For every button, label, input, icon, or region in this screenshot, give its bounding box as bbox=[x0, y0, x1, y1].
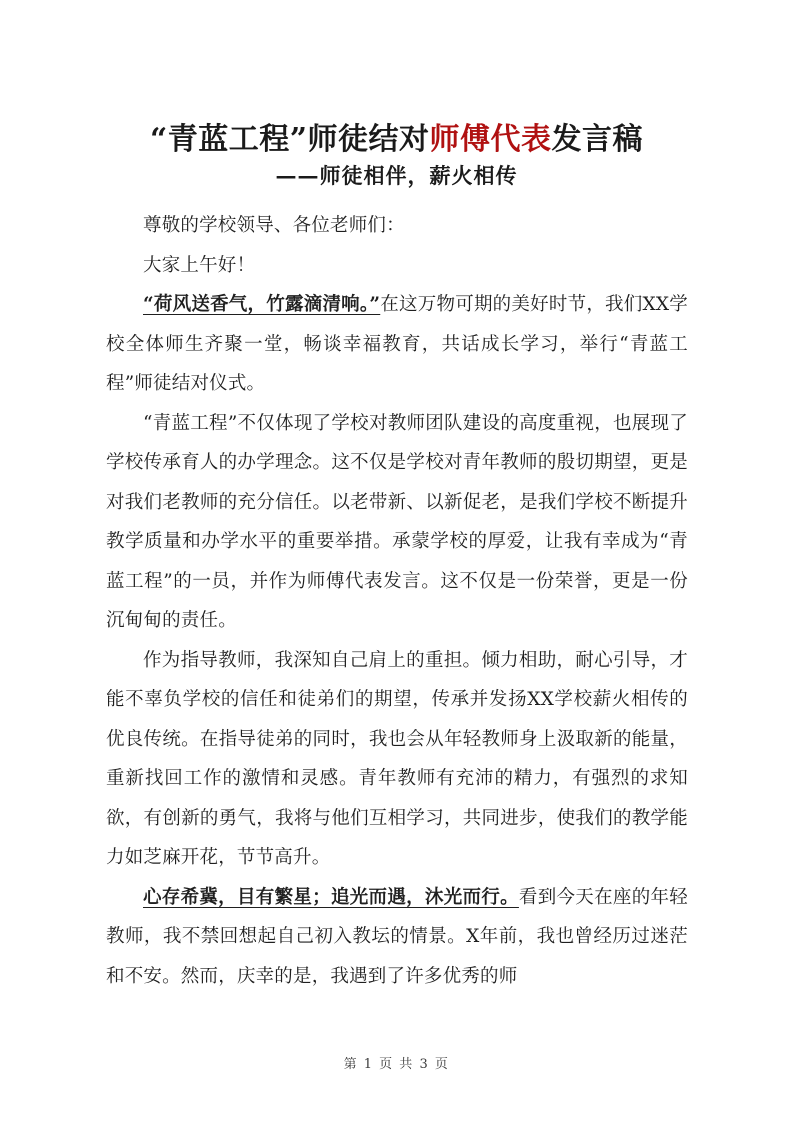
title-segment-black-leading: “青蓝工程”师徒结对 bbox=[149, 122, 430, 158]
greeting-line: 大家上午好！ bbox=[143, 254, 256, 276]
emphasis-aspiration: 心存希冀，目有繁星；追光而遇，沐光而行。 bbox=[143, 886, 519, 908]
paragraph-text-mentor-duty: 作为指导教师，我深知自己肩上的重担。倾力相助，耐心引导，才能不辜负学校的信任和徒弟们的期望，传承并发扬XX学校薪火相传的优良传统。在指导徒弟的同时，我也会从年轻教师身上汲取新的能量，重新找回工作的激情和灵感。青年教师有充沛的精力，有强烈的求知欲，有创新的勇气，我将与他们互相学习，共同进步，使我们的教学能力如芝麻开花，节节高升。 bbox=[106, 649, 688, 868]
page-footer: 第 1 页 共 3 页 bbox=[343, 1057, 450, 1072]
paragraph-text-program-significance: “青蓝工程”不仅体现了学校对教师团队建设的高度重视，也展现了学校传承育人的办学理念。这不仅是学校对青年教师的殷切期望，更是对我们老教师的充分信任。以老带新、以新促老，是我们学校不断提升教学质量和办学水平的重要举措。承蒙学校的厚爱，让我有幸成为“青蓝工程”的一员，并作为师傅代表发言。这不仅是一份荣誉，更是一份沉甸甸的责任。 bbox=[106, 412, 688, 631]
paragraph-quote-opening bbox=[106, 285, 688, 404]
paragraph-text-quote-opening: 在这万物可期的美好时节，我们XX学校全体师生齐聚一堂，畅谈幸福教育，共话成长学习，举行“青蓝工程”师徒结对仪式。 bbox=[106, 294, 688, 394]
paragraph-text-aspiration: 看到今天在座的年轻教师，我不禁回想起自己初入教坛的情景。X年前，我也曾经历过迷茫和不安。然而，庆幸的是，我遇到了许多优秀的师 bbox=[106, 886, 688, 987]
paragraph-aspiration bbox=[106, 878, 688, 997]
title-segment-red-highlight: 师傅代表 bbox=[429, 122, 552, 158]
page-subtitle: ——师徒相伴，薪火相传 bbox=[275, 163, 518, 188]
salutation-line: 尊敬的学校领导、各位老师们： bbox=[143, 215, 405, 236]
emphasis-quote-opening: “荷风送香气，竹露滴清响。” bbox=[143, 294, 381, 315]
title-segment-black-trailing: 发言稿 bbox=[551, 122, 643, 158]
paragraph-mentor-duty bbox=[106, 641, 688, 878]
page-title bbox=[0, 118, 793, 162]
document-body bbox=[106, 206, 688, 996]
paragraph-program-significance bbox=[106, 404, 688, 641]
